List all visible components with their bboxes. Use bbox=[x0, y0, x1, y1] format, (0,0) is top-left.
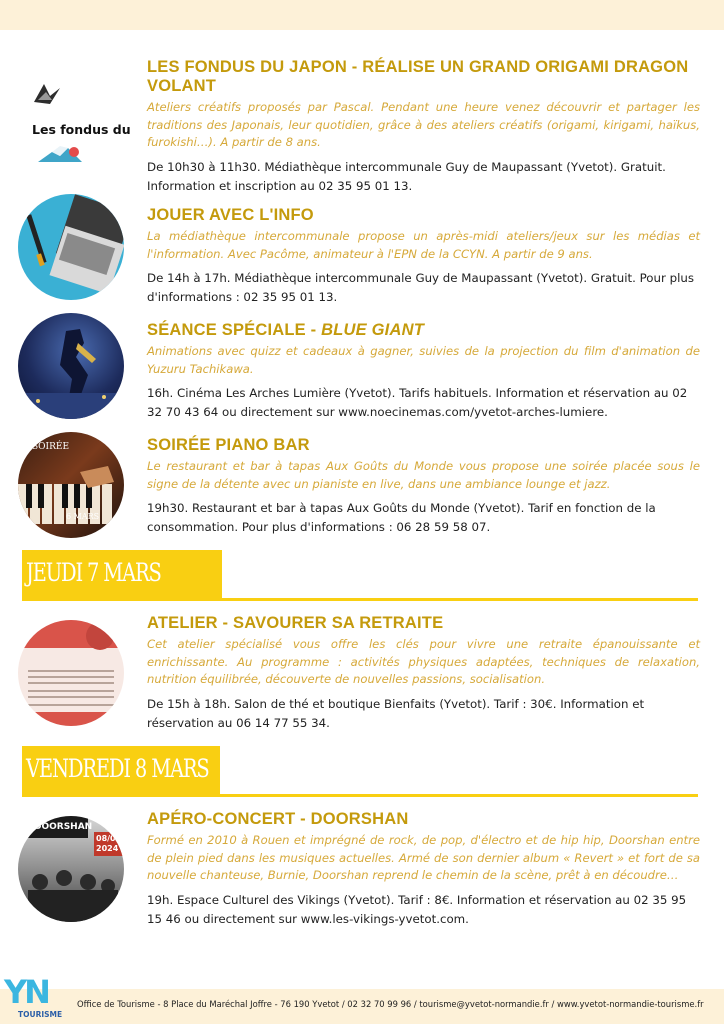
retraite-flyer bbox=[18, 620, 124, 726]
doorshan-poster bbox=[18, 816, 124, 922]
doorshan-thumb-date: 08/0 bbox=[96, 834, 116, 843]
title-film: BLUE GIANT bbox=[321, 321, 424, 339]
day-underline bbox=[22, 794, 698, 797]
event-title: ATELIER - SAVOURER SA RETRAITE bbox=[147, 614, 444, 632]
day-box bbox=[22, 550, 222, 600]
day-box bbox=[22, 746, 220, 796]
fondus-logo-text: Les fondus du bbox=[32, 122, 131, 137]
event-description: Animations avec quizz et cadeaux à gagner, suivies de la projection du film d'animation de Yuzuru Tachikawa. bbox=[147, 344, 700, 376]
doorshan-thumb-title: DOORSHAN bbox=[34, 822, 93, 832]
day-label: JEUDI 7 MARS bbox=[26, 558, 161, 587]
event-info: 19h30. Restaurant et bar à tapas Aux Goûts du Monde (Yvetot). Tarif en fonction de la consommation. Pour plus d'informations : 06 28 59 58 07. bbox=[147, 501, 656, 534]
laptop-image bbox=[18, 194, 124, 300]
footer-contact: Office de Tourisme - 8 Place du Maréchal Joffre - 76 190 Yvetot / 02 32 70 99 96 / tourisme@yvetot-normandie.fr / www.yvetot-normandie-tourisme.fr bbox=[77, 999, 704, 1009]
event-info: De 14h à 17h. Médiathèque intercommunale Guy de Maupassant (Yvetot). Gratuit. Pour plus d'informations : 02 35 95 01 13. bbox=[147, 271, 694, 304]
top-banner bbox=[0, 0, 724, 30]
fondus-du-japon-logo bbox=[24, 70, 131, 180]
doorshan-thumb-year: 2024 bbox=[96, 844, 119, 853]
event-description: Ateliers créatifs proposés par Pascal. Pendant une heure venez découvrir et partager les traditions des Japonais, leur quotidien, grâce à des ateliers créatifs (origami, kirigami, haïkus, furokishi…). A partir de 8 ans. bbox=[147, 100, 700, 149]
piano-bar-image bbox=[18, 432, 124, 538]
event-title: SOIRÉE PIANO BAR bbox=[147, 436, 310, 454]
event-description: La médiathèque intercommunale propose un après-midi ateliers/jeux sur les médias et l'information. Avec Pacôme, animateur à l'EPN de la CCYN. A partir de 9 ans. bbox=[147, 229, 700, 261]
piano-thumb-title: SOIRÉE bbox=[32, 442, 70, 452]
event-title bbox=[147, 321, 700, 340]
piano-thumb-date: 6 MARS bbox=[66, 512, 100, 521]
day-label: VENDREDI 8 MARS bbox=[26, 754, 209, 783]
event-title: APÉRO-CONCERT - DOORSHAN bbox=[147, 810, 409, 828]
saxophonist-icon bbox=[18, 313, 124, 419]
logo-letters: YN bbox=[4, 973, 48, 1011]
event-description: Cet atelier spécialisé vous offre les clés pour vivre une retraite épanouissante et enrichissante. Au programme : activités physiques adaptées, techniques de relaxation, nutrition équilibrée, découverte de nouvelles passions, socialisation. bbox=[147, 637, 700, 686]
day-underline bbox=[22, 598, 698, 601]
event-description: Formé en 2010 à Rouen et imprégné de rock, de pop, d'électro et de hip hip, Doorshan entre de plein pied dans les musiques actuelles. Armé de son dernier album « Revert » et fort de sa nouvelle chanteuse, Burnie, Doorshan reprend le chemin de la scène, prêt à en découdre… bbox=[147, 833, 700, 882]
logo-word: TOURISME bbox=[18, 1010, 63, 1019]
event-title: JOUER AVEC L'INFO bbox=[147, 206, 314, 224]
event-info: De 10h30 à 11h30. Médiathèque intercommunale Guy de Maupassant (Yvetot). Gratuit. Information et inscription au 02 35 95 01 13. bbox=[147, 159, 666, 193]
event-info: 19h. Espace Culturel des Vikings (Yvetot). Tarif : 8€. Information et réservation au 02 35 95 15 46 ou directement sur www.les-vikings-yvetot.com. bbox=[147, 892, 687, 926]
event-title: LES FONDUS DU JAPON - RÉALISE UN GRAND ORIGAMI DRAGON VOLANT bbox=[147, 58, 689, 95]
title-prefix: SÉANCE SPÉCIALE - bbox=[147, 321, 322, 339]
event-info: 16h. Cinéma Les Arches Lumière (Yvetot). Tarifs habituels. Information et réservation au 02 32 70 43 64 ou directement sur www.noecinemas.com/yvetot-arches-lumiere. bbox=[147, 386, 688, 419]
blue-giant-poster bbox=[18, 313, 124, 419]
event-info: De 15h à 18h. Salon de thé et boutique Bienfaits (Yvetot). Tarif : 30€. Information et réservation au 06 14 77 55 34. bbox=[147, 696, 645, 730]
flyer-icon bbox=[18, 620, 124, 726]
yvetot-tourisme-logo bbox=[4, 975, 72, 1023]
laptop-icon bbox=[18, 194, 124, 300]
event-description: Le restaurant et bar à tapas Aux Goûts du Monde vous propose une soirée placée sous le signe de la détente avec un pianiste en live, dans une ambiance lounge et jazz. bbox=[147, 459, 700, 491]
footer-bar bbox=[0, 989, 724, 1024]
